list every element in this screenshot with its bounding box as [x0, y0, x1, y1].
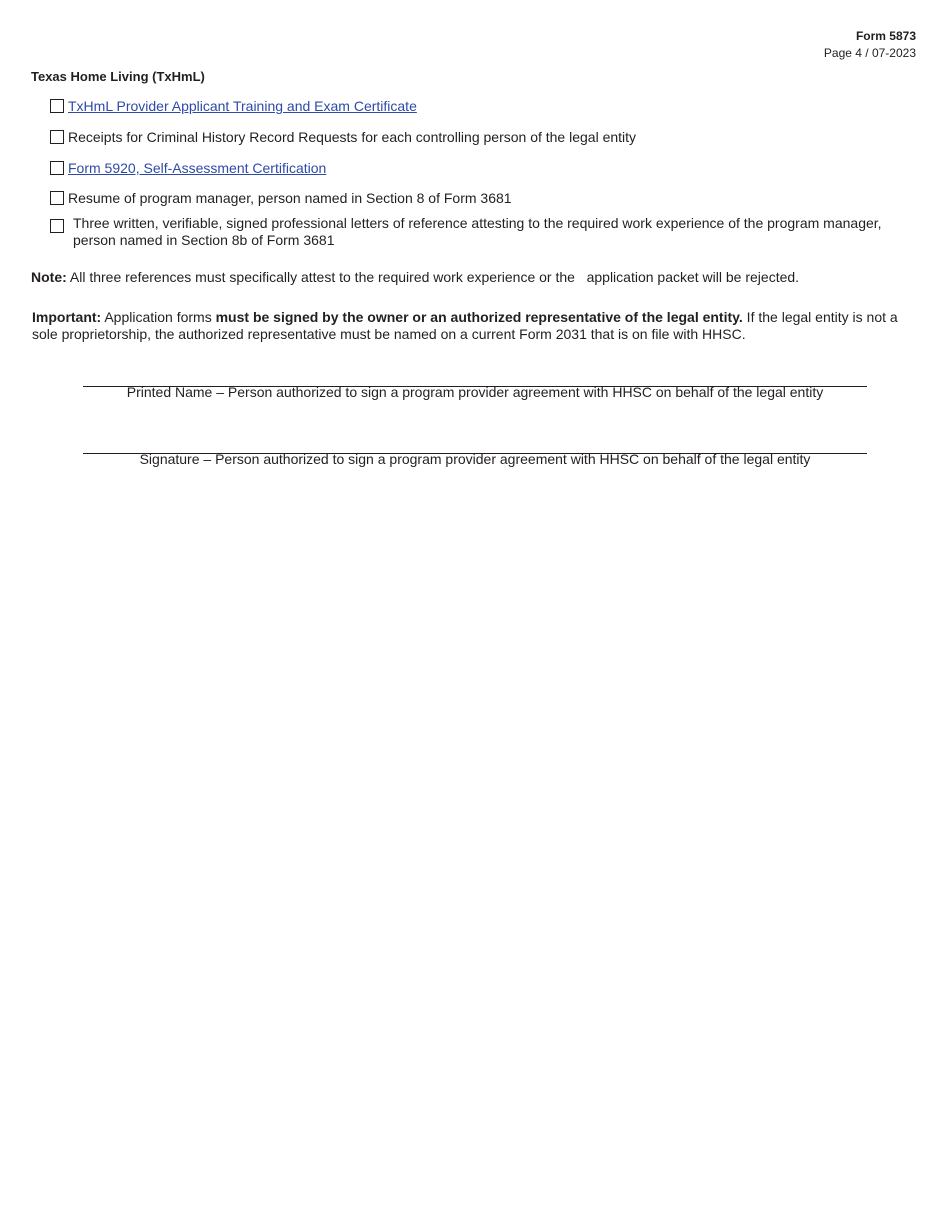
important-paragraph	[32, 309, 912, 343]
note-text: All three references must specifically attest to the required work experience or the application packet will be rejected.	[66, 269, 800, 285]
form-header	[824, 28, 916, 62]
checkbox[interactable]	[50, 191, 64, 205]
important-text-2: If the legal entity is not a sole proprietorship, the authorized representative must be named on a current Form 2031 that is on file with HHSC.	[32, 309, 898, 342]
checklist-item-training-certificate	[50, 98, 417, 115]
signature-caption: Signature – Person authorized to sign a program provider agreement with HHSC on behalf of the legal entity	[139, 451, 811, 467]
form-5920-link[interactable]: Form 5920, Self-Assessment Certification	[68, 160, 327, 176]
important-bold-text: must be signed by the owner or an authorized representative of the legal entity.	[215, 309, 743, 325]
checkbox[interactable]	[50, 130, 64, 144]
checklist-item-label: Resume of program manager, person named in Section 8 of Form 3681	[68, 190, 512, 206]
note-paragraph	[31, 269, 799, 286]
checklist-item-label: Three written, verifiable, signed professional letters of reference attesting to the required work experience of the program manager, person named in Section 8b of Form 3681	[73, 215, 882, 248]
important-text-1: Application forms	[101, 309, 216, 325]
checkbox[interactable]	[50, 219, 64, 233]
printed-name-caption: Printed Name – Person authorized to sign a program provider agreement with HHSC on behalf of the legal entity	[126, 384, 824, 400]
checklist-item-criminal-history	[50, 129, 636, 146]
important-label: Important:	[32, 309, 102, 325]
checklist-item-label: Receipts for Criminal History Record Requests for each controlling person of the legal entity	[68, 129, 637, 145]
training-certificate-link[interactable]: TxHmL Provider Applicant Training and Exam Certificate	[68, 98, 417, 114]
checkbox[interactable]	[50, 99, 64, 113]
section-title: Texas Home Living (TxHmL)	[31, 69, 205, 84]
checkbox[interactable]	[50, 161, 64, 175]
checklist-item-reference-letters	[50, 215, 888, 249]
checklist-item-form-5920	[50, 160, 326, 177]
page-info: Page 4 / 07-2023	[823, 46, 916, 60]
note-label: Note:	[31, 269, 67, 285]
checklist-item-resume	[50, 190, 512, 207]
form-number: Form 5873	[855, 29, 916, 43]
